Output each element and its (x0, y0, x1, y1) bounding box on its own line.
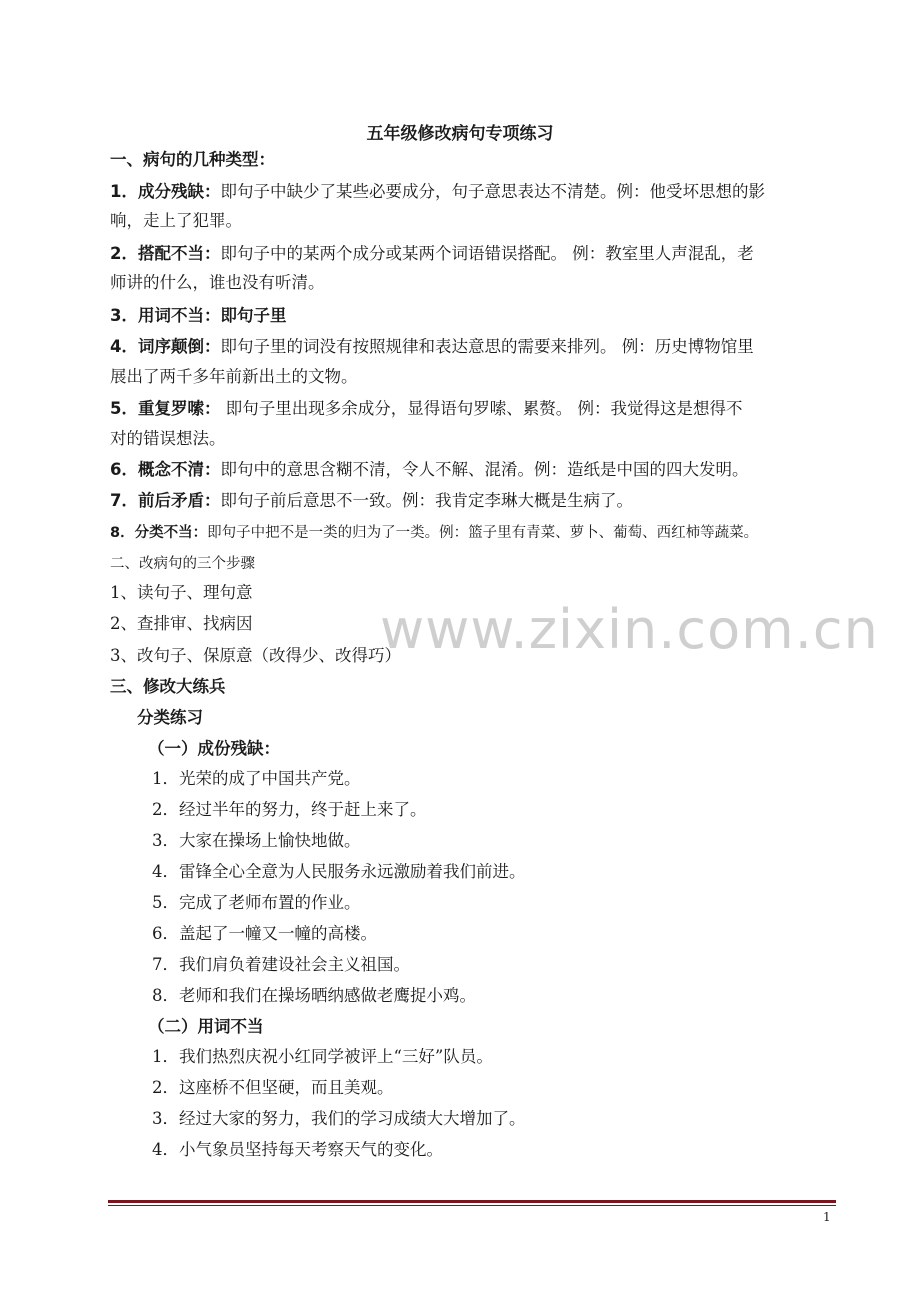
type-label: 8．分类不当： (110, 525, 208, 541)
exercise-item: 2．经过半年的努力，终于赶上来了。 (152, 800, 427, 819)
type-item-2-cont: 师讲的什么，谁也没有听清。 (110, 273, 325, 292)
type-item-5-cont: 对的错误想法。 (110, 429, 226, 448)
type-item-4-cont: 展出了两千多年前新出土的文物。 (110, 367, 358, 386)
exercise-item: 7．我们肩负着建设社会主义祖国。 (152, 955, 410, 974)
type-text: 即句子前后意思不一致。例：我肯定李琳大概是生病了。 (220, 491, 633, 510)
type-item-3: 3．用词不当：即句子里 (110, 306, 287, 325)
type-text: 即句子中把不是一类的归为了一类。例：篮子里有青菜、萝卜、葡萄、西红柿等蔬菜。 (207, 525, 759, 541)
type-item-2 (110, 243, 754, 265)
type-item-7 (110, 490, 633, 512)
section3-subheading: 分类练习 (137, 708, 203, 727)
type-text: 即句子中的某两个成分或某两个词语错误搭配。 例：教室里人声混乱，老 (220, 244, 754, 263)
type-item-1-cont: 响，走上了犯罪。 (110, 211, 242, 230)
step-item: 3、改句子、保原意（改得少、改得巧） (110, 646, 401, 665)
type-item-1 (110, 181, 765, 203)
section1-heading: 一、病句的几种类型： (110, 150, 275, 169)
type-label: 6．概念不清： (110, 460, 221, 479)
type-label: 7．前后矛盾： (110, 491, 221, 510)
section3-heading: 三、修改大练兵 (110, 677, 226, 696)
group2-heading: （二）用词不当 (148, 1017, 264, 1036)
exercise-item: 2．这座桥不但坚硬，而且美观。 (152, 1078, 394, 1097)
page-number: 1 (823, 1210, 831, 1224)
type-text: 即句子里出现多余成分，显得语句罗嗦、累赘。 例：我觉得这是想得不 (220, 399, 743, 418)
exercise-item: 4．小气象员坚持每天考察天气的变化。 (152, 1140, 443, 1159)
type-text: 即句中的意思含糊不清，令人不解、混淆。例：造纸是中国的四大发明。 (220, 460, 749, 479)
group1-heading: （一）成份残缺： (148, 739, 280, 758)
type-item-5 (110, 398, 742, 420)
type-item-8 (110, 522, 758, 544)
exercise-item: 5．完成了老师布置的作业。 (152, 893, 361, 912)
exercise-item: 4．雷锋全心全意为人民服务永远激励着我们前进。 (152, 862, 526, 881)
footer-rule-thin (108, 1205, 836, 1206)
exercise-item: 1．光荣的成了中国共产党。 (152, 769, 361, 788)
section2-heading: 二、改病句的三个步骤 (110, 556, 255, 572)
type-label: 1．成分残缺： (110, 182, 221, 201)
type-label: 2．搭配不当： (110, 244, 221, 263)
exercise-item: 3．大家在操场上愉快地做。 (152, 831, 361, 850)
step-item: 2、查排审、找病因 (110, 614, 253, 633)
type-text: 即句子中缺少了某些必要成分，句子意思表达不清楚。例：他受坏思想的影 (220, 182, 765, 201)
watermark: www.zixin.com.cn (380, 598, 879, 661)
exercise-item: 8．老师和我们在操场晒纳感做老鹰捉小鸡。 (152, 986, 476, 1005)
type-label: 5．重复罗嗦： (110, 399, 221, 418)
footer-rule (108, 1200, 836, 1203)
type-text: 即句子里的词没有按照规律和表达意思的需要来排列。 例：历史博物馆里 (220, 337, 754, 356)
page-title: 五年级修改病句专项练习 (366, 124, 554, 144)
step-item: 1、读句子、理句意 (110, 583, 253, 602)
type-label: 4．词序颠倒： (110, 337, 221, 356)
type-item-6 (110, 459, 748, 481)
exercise-item: 3．经过大家的努力，我们的学习成绩大大增加了。 (152, 1109, 526, 1128)
exercise-item: 1．我们热烈庆祝小红同学被评上“三好”队员。 (152, 1047, 493, 1066)
type-item-4 (110, 336, 754, 358)
exercise-item: 6．盖起了一幢又一幢的高楼。 (152, 924, 377, 943)
